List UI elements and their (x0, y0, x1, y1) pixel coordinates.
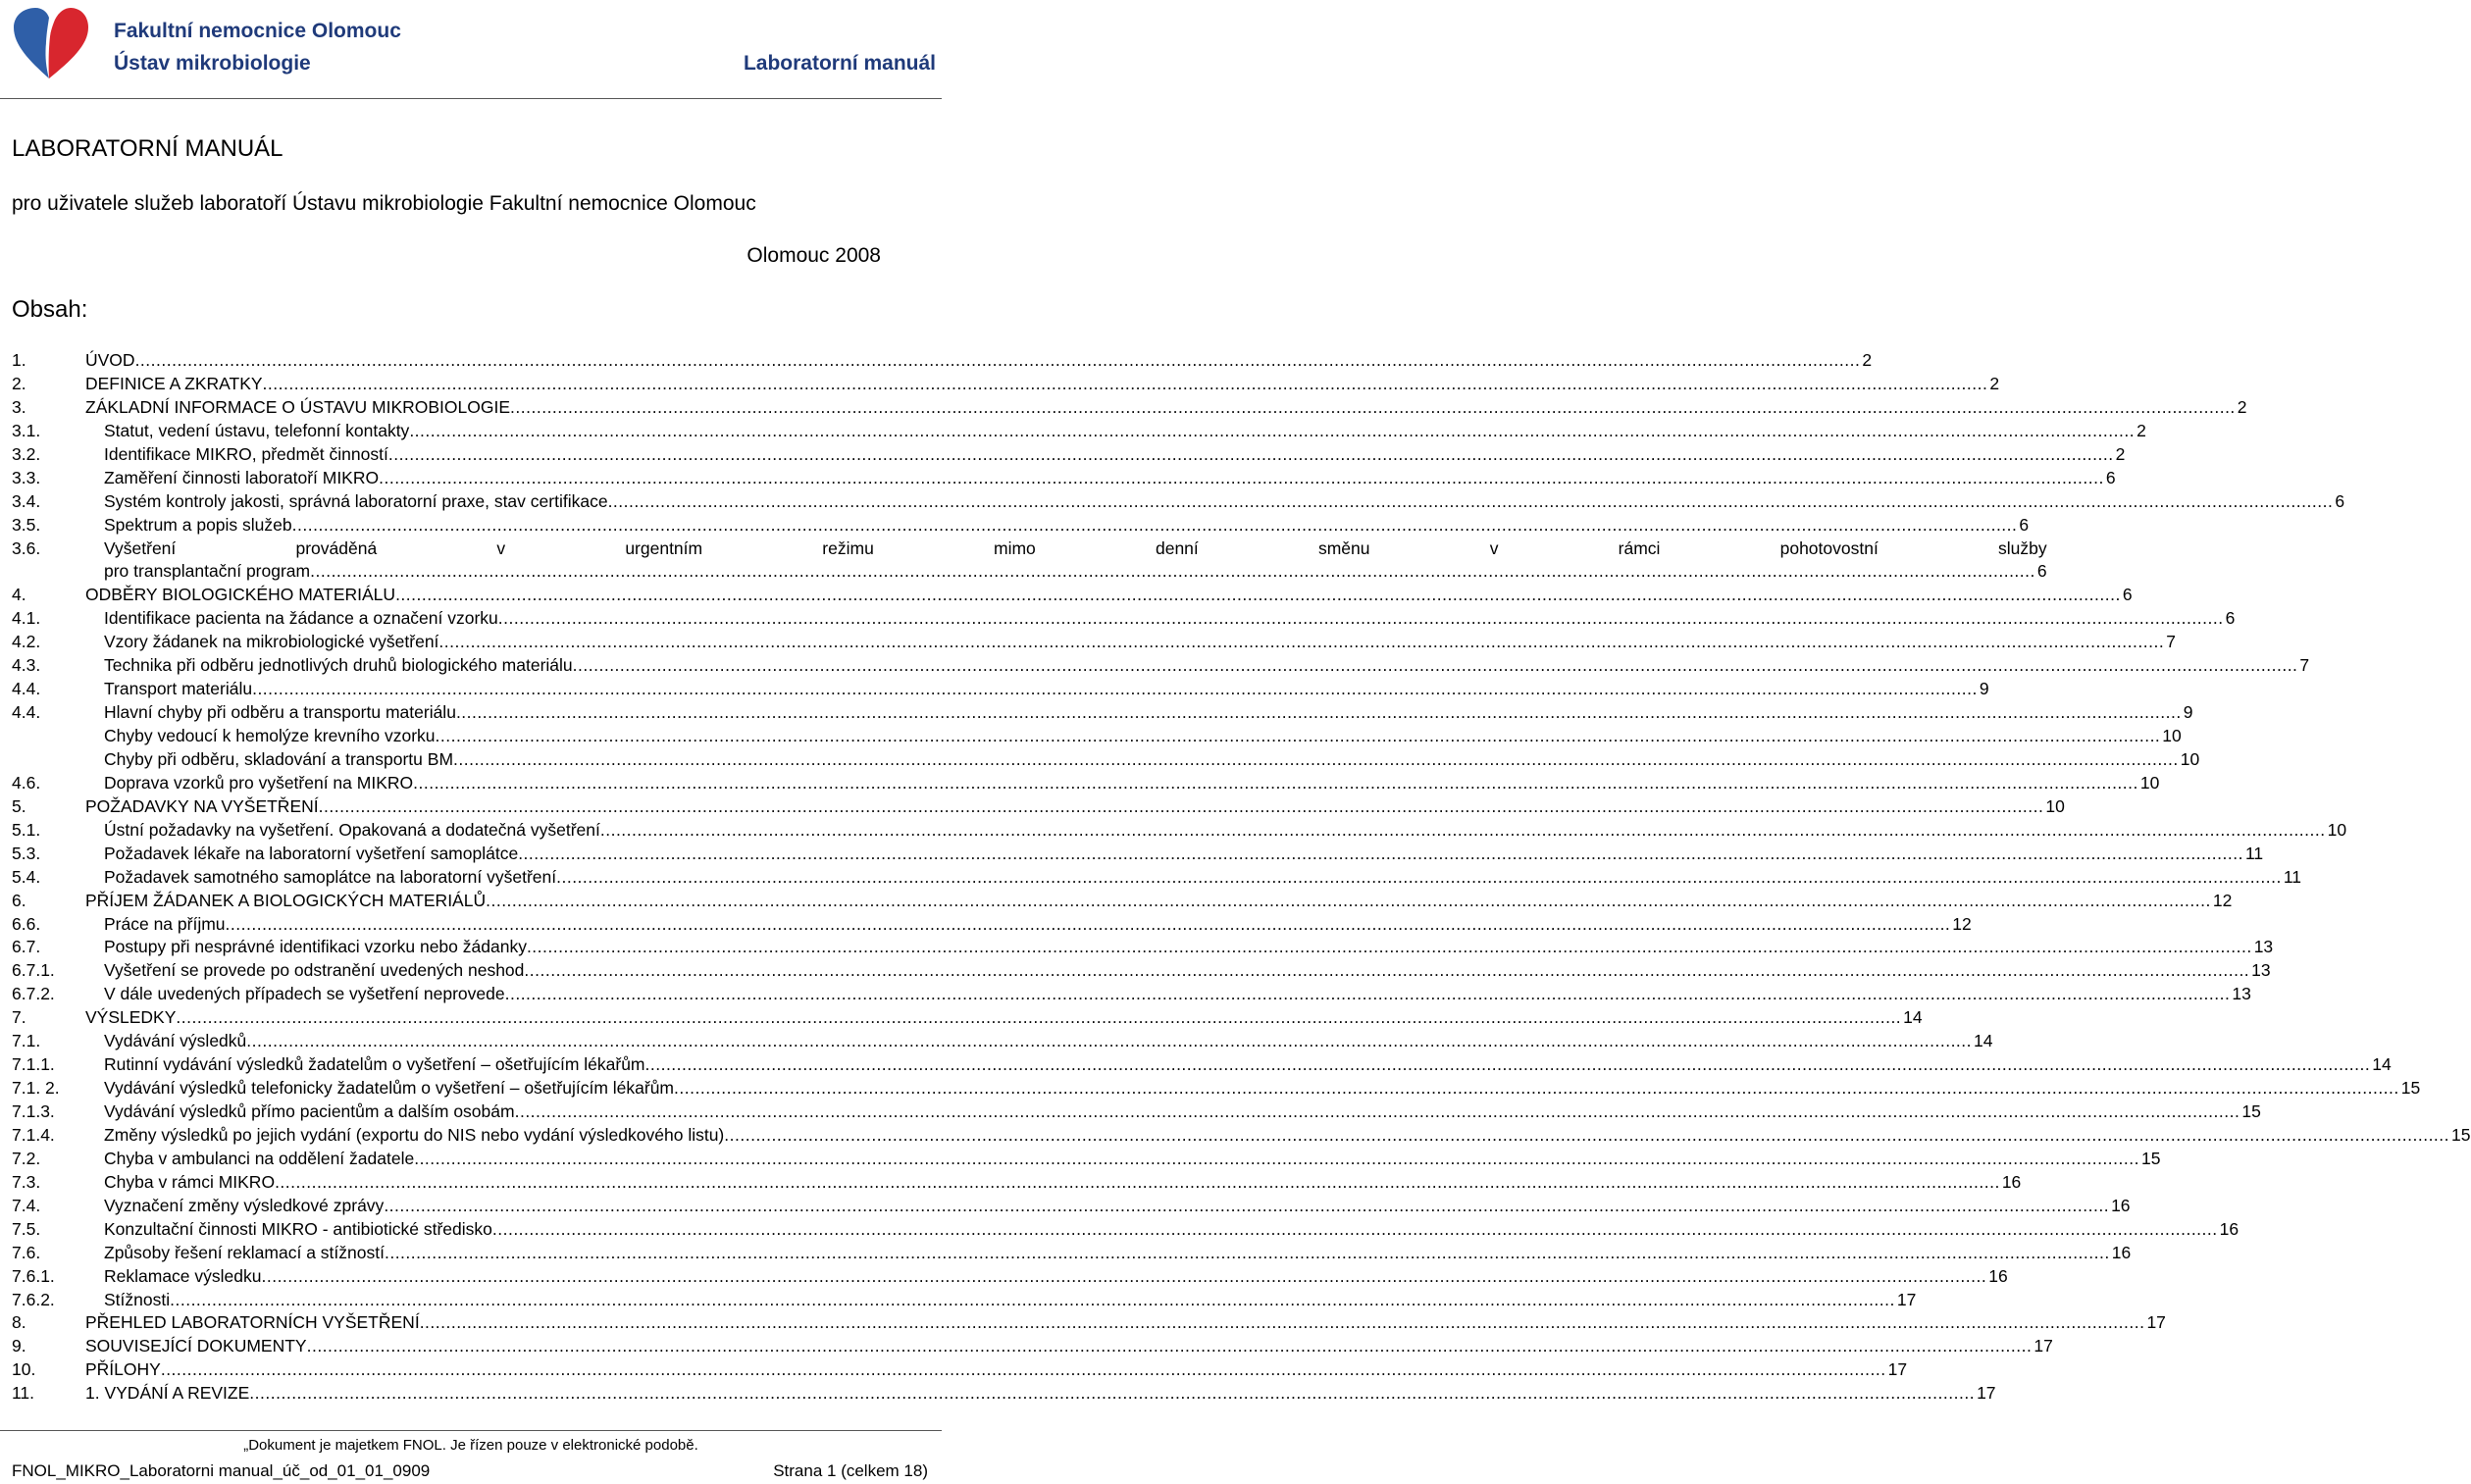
toc-entry-title: Transport materiálu (104, 679, 253, 699)
toc-entry[interactable] (12, 1311, 2166, 1335)
toc-entry-title: Technika při odběru jednotlivých druhů biologického materiálu (104, 655, 573, 676)
toc-leader-dots (246, 1030, 1972, 1053)
toc-leader-dots (226, 913, 1951, 937)
toc-entry[interactable] (12, 819, 2347, 843)
toc-entry[interactable] (12, 1358, 1908, 1382)
toc-entry-page: 11 (2244, 843, 2264, 863)
toc-entry-number: 4.1. (12, 608, 41, 629)
toc-entry-title: SOUVISEJÍCÍ DOKUMENTY (85, 1336, 307, 1356)
toc-entry[interactable] (12, 537, 2047, 585)
toc-entry-page: 10 (2327, 819, 2347, 840)
toc-entry-number: 4.2. (12, 632, 41, 652)
table-of-contents (12, 349, 2471, 1406)
toc-entry-number: 7.6.2. (12, 1289, 55, 1309)
toc-entry-number: 6.7.1. (12, 960, 55, 981)
fnol-logo-icon (10, 6, 90, 80)
toc-leader-dots (395, 584, 2121, 607)
toc-entry-page: 6 (2335, 490, 2345, 511)
toc-entry-page: 17 (1977, 1383, 1996, 1404)
toc-entry-number: 3. (12, 396, 26, 417)
header (0, 0, 942, 98)
toc-entry-page: 16 (2219, 1218, 2239, 1239)
toc-leader-dots (420, 1311, 2145, 1335)
toc-entry[interactable] (12, 1289, 1917, 1312)
toc-entry-title: Vyšetření prováděná v urgentním režimu mimo denní směnu v rámci pohotovostní služby (104, 537, 2047, 558)
footer-doc-id: FNOL_MIKRO_Laboratorni manual_úč_od_01_01_0909 (12, 1461, 431, 1480)
toc-entry[interactable] (12, 890, 2233, 913)
toc-entry-title: Systém kontroly jakosti, správná laboratorní praxe, stav certifikace (104, 490, 608, 511)
toc-entry-page: 2 (1862, 350, 1873, 370)
toc-entry-page: 13 (2253, 937, 2274, 957)
toc-entry-page: 9 (2183, 702, 2193, 723)
toc-entry-title: Požadavek lékaře na laboratorní vyšetření samoplátce (104, 843, 519, 863)
toc-entry[interactable] (12, 373, 2000, 396)
toc-leader-dots (275, 1171, 2000, 1195)
toc-entry-title: Identifikace MIKRO, předmět činností (104, 443, 388, 464)
toc-entry-number: 6.7. (12, 937, 41, 957)
toc-entry-page: 11 (2283, 866, 2302, 887)
toc-entry-page: 16 (1988, 1265, 2008, 1286)
toc-entry-page: 16 (2111, 1242, 2132, 1262)
toc-entry[interactable] (12, 959, 2271, 983)
toc-entry[interactable] (12, 913, 1972, 937)
toc-leader-dots (505, 983, 2231, 1006)
toc-entry-title: Chyby vedoucí k hemolýze krevního vzorku (104, 726, 436, 746)
toc-entry[interactable] (12, 1335, 2053, 1358)
toc-entry-number: 6. (12, 890, 26, 910)
toc-leader-dots (413, 772, 2138, 795)
toc-entry-title: Zaměření činnosti laboratoří MIKRO (104, 467, 380, 487)
toc-entry-title: VÝSLEDKY (85, 1007, 177, 1028)
toc-entry-page: 2 (2237, 396, 2247, 417)
toc-entry-page: 7 (2166, 632, 2176, 652)
toc-entry-page: 16 (2001, 1171, 2022, 1192)
toc-entry[interactable] (12, 772, 2160, 795)
footer-note: „Dokument je majetkem FNOL. Je řízen pouze v elektronické podobě. (243, 1437, 698, 1454)
toc-entry[interactable] (12, 1195, 2131, 1218)
toc-entry-page: 13 (2251, 960, 2271, 981)
header-department: Ústav mikrobiologie (114, 52, 311, 75)
toc-leader-dots (319, 795, 2044, 819)
toc-entry[interactable] (12, 725, 2182, 748)
toc-leader-dots (486, 890, 2211, 913)
toc-entry-title: Statut, vedení ústavu, telefonní kontakty (104, 420, 410, 440)
toc-leader-dots (438, 631, 2164, 654)
toc-entry-number: 5. (12, 795, 26, 816)
toc-entry-number: 4. (12, 585, 26, 605)
toc-entry-number: 7.1. (12, 1031, 41, 1051)
toc-entry-number: 3.1. (12, 420, 41, 440)
toc-entry-page: 16 (2111, 1195, 2131, 1215)
toc-entry-number: 4.3. (12, 655, 41, 676)
toc-entry-page: 15 (2451, 1124, 2471, 1145)
toc-entry-page: 17 (1896, 1289, 1917, 1309)
toc-entry-title: Ústní požadavky na vyšetření. Opakovaná a dodatečná vyšetření (104, 819, 600, 840)
toc-entry-title: Chyba v rámci MIKRO (104, 1171, 276, 1192)
toc-leader-dots (385, 1242, 2110, 1265)
toc-entry[interactable] (12, 1218, 2239, 1242)
toc-entry-number: 11. (12, 1383, 35, 1404)
contents-heading: Obsah: (12, 296, 88, 323)
toc-leader-dots (510, 396, 2236, 420)
toc-entry-number: 10. (12, 1359, 36, 1380)
toc-leader-dots (436, 725, 2161, 748)
city-year: Olomouc 2008 (746, 244, 881, 267)
toc-entry-page: 6 (2122, 585, 2133, 605)
toc-entry[interactable] (12, 1171, 2022, 1195)
toc-entry-page: 12 (2212, 890, 2233, 910)
toc-entry-number: 3.4. (12, 490, 41, 511)
toc-entry-page: 10 (2139, 772, 2160, 793)
toc-leader-dots (498, 607, 2224, 631)
toc-entry[interactable] (12, 349, 1873, 373)
toc-entry-title: ÚVOD (85, 350, 135, 370)
toc-entry-page: 15 (2400, 1078, 2421, 1099)
toc-entry-number: 7.6.1. (12, 1265, 55, 1286)
page-subtitle: pro uživatele služeb laboratoří Ústavu mikrobiologie Fakultní nemocnice Olomouc (12, 192, 756, 215)
toc-entry-page: 14 (2372, 1054, 2392, 1075)
toc-entry-title: 1. VYDÁNÍ A REVIZE (85, 1383, 250, 1404)
toc-entry[interactable] (12, 1124, 2471, 1148)
header-divider (0, 98, 942, 99)
toc-entry-number: 3.6. (12, 537, 41, 558)
toc-entry-title: POŽADAVKY NA VYŠETŘENÍ (85, 795, 319, 816)
toc-entry-page: 6 (2225, 608, 2236, 629)
toc-leader-dots (724, 1124, 2449, 1148)
toc-entry-page: 15 (2140, 1148, 2161, 1168)
toc-entry-page: 12 (1952, 913, 1972, 934)
toc-leader-dots (515, 1100, 2240, 1124)
toc-entry[interactable] (12, 1382, 1996, 1406)
toc-entry-number: 7.5. (12, 1218, 41, 1239)
toc-leader-dots (249, 1382, 1975, 1406)
toc-entry-number: 6.6. (12, 913, 41, 934)
toc-entry-title: Hlavní chyby při odběru a transportu materiálu (104, 702, 456, 723)
toc-entry-number: 7.2. (12, 1148, 41, 1168)
toc-entry-number: 7.1.1. (12, 1054, 55, 1075)
toc-entry[interactable] (12, 1100, 2261, 1124)
toc-entry-title: Změny výsledků po jejich vydání (exportu do NIS nebo vydání výsledkového listu) (104, 1124, 725, 1145)
toc-entry[interactable] (12, 983, 2251, 1006)
toc-entry-page: 15 (2241, 1101, 2261, 1122)
toc-leader-dots (384, 1195, 2109, 1218)
toc-entry-title: Práce na příjmu (104, 913, 226, 934)
toc-entry-page: 17 (1887, 1359, 1908, 1380)
toc-entry-page: 10 (2180, 748, 2200, 769)
toc-entry[interactable] (12, 631, 2176, 654)
toc-entry-number: 3.5. (12, 514, 41, 535)
toc-leader-dots (414, 1148, 2139, 1171)
toc-entry-number: 8. (12, 1312, 26, 1333)
toc-entry-number: 3.3. (12, 467, 41, 487)
toc-leader-dots (263, 373, 1988, 396)
toc-entry-title: Chyby při odběru, skladování a transportu BM (104, 748, 454, 769)
toc-leader-dots (170, 1289, 1895, 1312)
toc-entry[interactable] (12, 467, 2116, 490)
toc-entry[interactable] (12, 514, 2030, 537)
toc-entry[interactable] (12, 396, 2247, 420)
toc-entry[interactable] (12, 795, 2065, 819)
toc-entry-page: 14 (1974, 1031, 1993, 1051)
toc-entry-number: 4.6. (12, 772, 41, 793)
toc-leader-dots (261, 1265, 1986, 1289)
toc-entry[interactable] (12, 1148, 2161, 1171)
toc-entry-number: 3.2. (12, 443, 41, 464)
toc-entry-number: 6.7.2. (12, 984, 55, 1004)
toc-entry-title: DEFINICE A ZKRATKY (85, 373, 263, 393)
toc-entry[interactable] (12, 866, 2302, 890)
toc-leader-dots (492, 1218, 2218, 1242)
header-doc-type: Laboratorní manuál (743, 52, 936, 75)
toc-entry-title: ODBĚRY BIOLOGICKÉHO MATERIÁLU (85, 585, 396, 605)
toc-entry-number: 4.4. (12, 679, 41, 699)
toc-entry-page: 14 (1903, 1007, 1923, 1028)
toc-entry[interactable] (12, 1030, 1993, 1053)
page-title: LABORATORNÍ MANUÁL (12, 135, 283, 162)
toc-leader-dots (388, 443, 2114, 467)
toc-leader-dots (379, 467, 2104, 490)
toc-entry-page: 2 (2136, 420, 2146, 440)
toc-entry[interactable] (12, 1006, 1923, 1030)
toc-leader-dots (307, 1335, 2033, 1358)
toc-entry-title: Postupy při nesprávné identifikaci vzorku nebo žádanky (104, 937, 527, 957)
toc-entry[interactable] (12, 1242, 2132, 1265)
toc-entry-title: Vyznačení změny výsledkové zprávy (104, 1195, 385, 1215)
toc-leader-dots (674, 1077, 2399, 1100)
toc-leader-dots (252, 678, 1978, 701)
toc-entry-page: 6 (2105, 467, 2116, 487)
toc-entry[interactable] (12, 936, 2274, 959)
toc-entry-title: PŘÍJEM ŽÁDANEK A BIOLOGICKÝCH MATERIÁLŮ (85, 890, 487, 910)
toc-entry-number: 7.1.4. (12, 1124, 55, 1145)
toc-entry-title: Vydávání výsledků přímo pacientům a dalším osobám (104, 1101, 515, 1122)
toc-entry-page: 2 (1989, 373, 2000, 393)
toc-entry-title: Vydávání výsledků (104, 1031, 247, 1051)
toc-entry-number: 7.3. (12, 1171, 41, 1192)
toc-entry[interactable] (12, 420, 2146, 443)
toc-entry-title: Doprava vzorků pro vyšetření na MIKRO (104, 772, 414, 793)
toc-leader-dots (292, 514, 2018, 537)
toc-entry-page: 10 (2162, 726, 2182, 746)
toc-entry-title: Konzultační činnosti MIKRO - antibiotické středisko (104, 1218, 492, 1239)
toc-entry-number: 9. (12, 1336, 26, 1356)
toc-leader-dots (456, 701, 2182, 725)
toc-entry[interactable] (12, 1077, 2421, 1100)
toc-entry-title: Vyšetření se provede po odstranění uvedených neshod (104, 960, 525, 981)
toc-entry-number: 7.1. 2. (12, 1078, 60, 1099)
toc-leader-dots (573, 654, 2298, 678)
toc-entry-page: 7 (2299, 655, 2310, 676)
toc-entry-number: 2. (12, 373, 26, 393)
toc-leader-dots (608, 490, 2334, 514)
toc-entry-title: Chyba v ambulanci na oddělení žadatele (104, 1148, 415, 1168)
toc-entry-title: Identifikace pacienta na žádance a označení vzorku (104, 608, 498, 629)
toc-entry[interactable] (12, 748, 2200, 772)
toc-entry-page: 17 (2146, 1312, 2166, 1333)
toc-entry-title: Rutinní vydávání výsledků žadatelům o vyšetření – ošetřujícím lékařům (104, 1054, 645, 1075)
toc-entry-number: 5.3. (12, 843, 41, 863)
toc-leader-dots (409, 420, 2135, 443)
toc-entry[interactable] (12, 490, 2345, 514)
toc-leader-dots (310, 560, 2035, 584)
toc-leader-dots (161, 1358, 1886, 1382)
toc-leader-dots (524, 959, 2249, 983)
toc-leader-dots (600, 819, 2326, 843)
toc-entry-title: Požadavek samotného samoplátce na laboratorní vyšetření (104, 866, 557, 887)
toc-entry-number: 7. (12, 1007, 26, 1028)
toc-entry-title: Stížnosti (104, 1289, 171, 1309)
toc-entry[interactable] (12, 443, 2126, 467)
toc-entry[interactable] (12, 701, 2193, 725)
toc-leader-dots (518, 843, 2243, 866)
toc-entry[interactable] (12, 1053, 2392, 1077)
toc-entry-title: Vzory žádanek na mikrobiologické vyšetření (104, 632, 439, 652)
toc-entry-page: 13 (2232, 984, 2251, 1004)
toc-entry-number: 5.1. (12, 819, 41, 840)
toc-entry-title: Způsoby řešení reklamací a stížností (104, 1242, 385, 1262)
toc-entry-page: 2 (2115, 443, 2126, 464)
footer-divider (0, 1430, 942, 1431)
header-org-name: Fakultní nemocnice Olomouc (114, 20, 401, 42)
toc-leader-dots (556, 866, 2282, 890)
toc-entry-title-continued: pro transplantační program (104, 561, 311, 582)
toc-entry-number: 1. (12, 350, 26, 370)
toc-entry-page: 17 (2033, 1336, 2053, 1356)
toc-leader-dots (135, 349, 1861, 373)
footer-page-info: Strana 1 (celkem 18) (773, 1461, 928, 1480)
toc-entry-number: 7.1.3. (12, 1101, 55, 1122)
toc-entry-page: 6 (2019, 514, 2030, 535)
toc-entry-title: V dále uvedených případech se vyšetření neprovede (104, 984, 505, 1004)
toc-entry-page: 6 (2036, 561, 2047, 582)
toc-entry[interactable] (12, 607, 2236, 631)
toc-entry-title: PŘEHLED LABORATORNÍCH VYŠETŘENÍ (85, 1312, 420, 1333)
toc-entry-number: 5.4. (12, 866, 41, 887)
toc-entry-title: Spektrum a popis služeb (104, 514, 292, 535)
toc-leader-dots (527, 936, 2252, 959)
toc-entry[interactable] (12, 678, 1989, 701)
toc-entry-page: 9 (1979, 679, 1989, 699)
toc-entry-number: 4.4. (12, 702, 41, 723)
toc-entry[interactable] (12, 654, 2310, 678)
toc-entry[interactable] (12, 843, 2264, 866)
toc-entry-page: 10 (2045, 795, 2065, 816)
toc-entry-title: Vydávání výsledků telefonicky žadatelům o vyšetření – ošetřujícím lékařům (104, 1078, 675, 1099)
toc-entry-title: ZÁKLADNÍ INFORMACE O ÚSTAVU MIKROBIOLOGIE (85, 396, 511, 417)
toc-entry[interactable] (12, 584, 2133, 607)
toc-entry-title: Reklamace výsledku (104, 1265, 262, 1286)
toc-leader-dots (645, 1053, 2371, 1077)
toc-entry-title: PŘÍLOHY (85, 1359, 161, 1380)
toc-leader-dots (453, 748, 2179, 772)
toc-entry[interactable] (12, 1265, 2008, 1289)
toc-leader-dots (176, 1006, 1901, 1030)
toc-entry-number: 7.6. (12, 1242, 41, 1262)
toc-entry-number: 7.4. (12, 1195, 41, 1215)
